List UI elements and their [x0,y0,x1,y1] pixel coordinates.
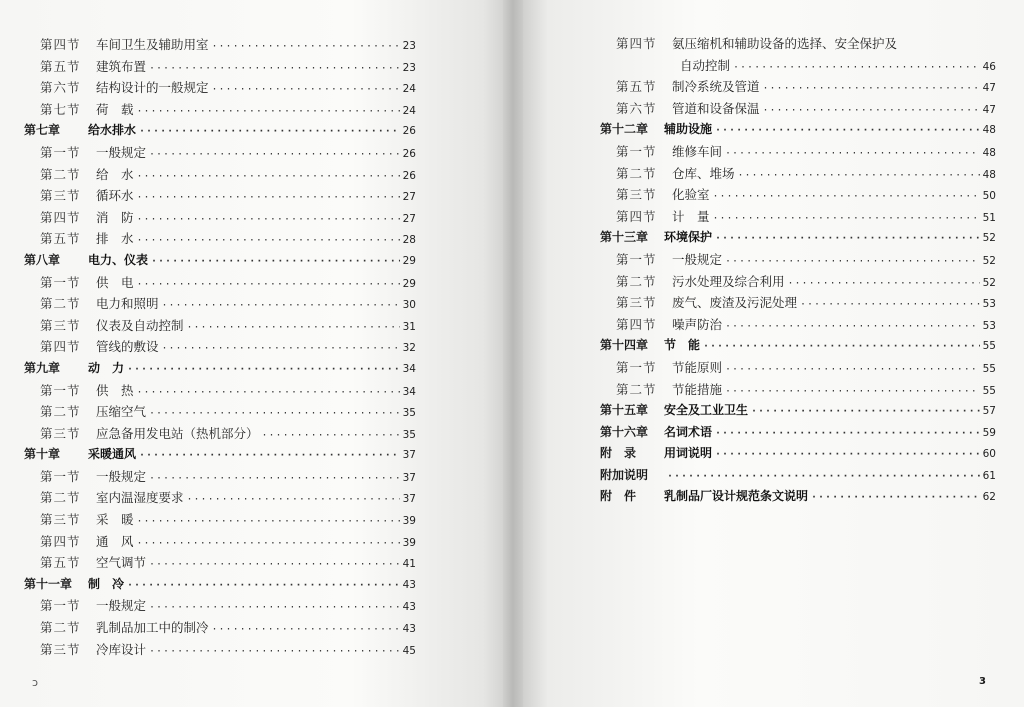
toc-section-entry[interactable] [24,77,416,99]
dot-leader [162,338,400,360]
dot-leader [137,209,400,231]
entry-page-number: 62 [982,491,996,504]
toc-section-entry[interactable] [600,76,996,98]
entry-page-number: 55 [982,362,996,375]
entry-number: 第二节 [40,490,81,506]
entry-title: 辅助设施 [664,122,713,137]
entry-page-number: 43 [402,601,416,614]
entry-number: 第二节 [40,620,81,636]
toc-section-entry[interactable] [24,380,416,402]
entry-number: 第三节 [616,295,657,311]
entry-title: 通 风 [96,533,134,549]
dot-leader [149,468,400,490]
dot-leader [137,274,400,296]
entry-title: 一般规定 [96,468,147,484]
page-number: 3 [979,676,986,687]
toc-section-entry[interactable] [24,293,416,315]
dot-leader [151,251,400,273]
entry-title: 仪表及自动控制 [96,317,184,333]
dot-leader [715,423,980,445]
dot-leader [788,273,980,295]
toc-section-entry[interactable] [600,98,996,120]
entry-title: 电力、仪表 [88,252,149,267]
entry-page-number: 29 [402,254,416,267]
toc-section-entry[interactable] [600,271,996,293]
toc-section-entry[interactable] [600,33,996,55]
entry-title: 化验室 [672,187,710,203]
entry-number: 第一节 [40,598,81,614]
toc-chapter-entry[interactable] [600,443,996,465]
dot-leader [733,57,980,79]
toc-section-entry[interactable] [24,99,416,121]
dot-leader [751,401,980,423]
entry-number: 第八章 [24,252,61,267]
entry-number: 第十四章 [600,338,649,353]
dot-leader [139,121,400,143]
entry-page-number: 59 [982,426,996,439]
toc-chapter-entry[interactable] [24,444,416,466]
corner-mark: ɔ [32,676,39,689]
dot-leader [811,487,980,509]
entry-page-number: 35 [402,428,416,441]
entry-number: 第五节 [616,79,657,95]
entry-page-number: 52 [982,276,996,289]
entry-page-number: 61 [982,469,996,482]
entry-page-number: 52 [982,232,996,245]
toc-section-entry[interactable] [600,249,996,271]
dot-leader [187,317,400,339]
entry-title: 应急备用发电站（热机部分） [96,425,259,441]
dot-leader [149,597,400,619]
toc-section-entry[interactable] [24,164,416,186]
entry-page-number: 34 [402,362,416,375]
entry-title: 维修车间 [672,143,723,159]
dot-leader [713,186,980,208]
entry-page-number: 51 [982,211,996,224]
entry-number: 第四节 [40,37,81,52]
entry-title: 动 力 [88,360,125,375]
left-page [0,0,503,707]
dot-leader [149,58,400,80]
entry-number: 第十六章 [600,424,649,439]
entry-title: 环境保护 [664,230,713,245]
entry-title: 采暖通风 [88,447,137,462]
toc-section-entry[interactable] [600,163,996,185]
entry-title: 冷库设计 [96,641,147,657]
entry-page-number: 43 [402,623,416,636]
entry-number: 第七节 [40,101,81,117]
entry-title: 给水排水 [88,123,137,138]
dot-leader [149,554,400,576]
entry-title: 噪声防治 [672,316,723,332]
entry-title: 车间卫生及辅助用室 [96,37,209,52]
entry-title: 乳制品厂设计规范条文说明 [664,489,809,504]
entry-page-number: 37 [402,471,416,484]
dot-leader [800,294,980,316]
toc-section-entry[interactable] [600,314,996,336]
entry-number: 第四节 [40,533,81,549]
entry-title: 制冷系统及管道 [672,79,760,95]
toc-chapter-entry[interactable] [600,119,996,141]
entry-number: 第一节 [616,359,657,375]
dot-leader [137,382,400,404]
toc-section-entry[interactable] [24,423,416,445]
toc-section-entry[interactable] [24,466,416,488]
dot-leader [137,187,400,209]
entry-number: 第三节 [40,188,81,204]
entry-title: 节 能 [664,338,701,353]
entry-title: 消 防 [96,209,134,225]
entry-number: 第一节 [40,468,81,484]
entry-page-number: 29 [402,277,416,290]
toc-section-entry[interactable] [24,34,416,56]
entry-title: 室内温湿度要求 [96,490,184,506]
toc-section-entry[interactable] [24,272,416,294]
entry-number: 第一节 [616,251,657,267]
entry-title: 一般规定 [96,598,147,614]
entry-page-number: 26 [402,169,416,182]
toc-section-entry[interactable] [24,56,416,78]
entry-number: 第六节 [40,80,81,96]
entry-page-number: 30 [402,299,416,312]
entry-page-number: 28 [402,234,416,247]
dot-leader [212,79,400,101]
entry-page-number: 26 [402,125,416,138]
entry-page-number: 41 [402,558,416,571]
entry-number: 第五节 [40,231,81,247]
entry-number: 第二节 [616,381,657,397]
entry-title: 管线的敷设 [96,339,159,355]
dot-leader [137,511,400,533]
dot-leader [763,100,980,122]
entry-title: 节能措施 [672,381,723,397]
entry-page-number: 60 [982,448,996,461]
toc-chapter-entry[interactable] [600,422,996,444]
toc-chapter-entry[interactable] [600,227,996,249]
toc-chapter-entry[interactable] [24,120,416,142]
dot-leader [763,78,980,100]
entry-title: 给 水 [96,166,134,182]
dot-leader [262,425,400,447]
entry-title: 污水处理及综合利用 [672,273,785,289]
entry-title: 一般规定 [96,144,147,160]
entry-page-number: 37 [402,493,416,506]
dot-leader [137,230,400,252]
dot-leader [149,144,400,166]
entry-page-number: 32 [402,342,416,355]
toc-section-entry[interactable] [24,401,416,423]
toc-section-entry[interactable] [24,509,416,531]
entry-number: 第五节 [40,555,81,571]
entry-page-number: 37 [402,449,416,462]
entry-page-number: 39 [402,536,416,549]
entry-number: 第一节 [40,274,81,290]
dot-leader [725,143,980,165]
entry-number: 附加说明 [600,467,649,482]
toc-section-entry[interactable] [24,336,416,358]
toc-section-entry[interactable] [24,595,416,617]
entry-page-number: 34 [402,385,416,398]
entry-title: 结构设计的一般规定 [96,80,209,96]
dot-leader [715,228,980,250]
entry-page-number: 48 [982,168,996,181]
dot-leader [725,381,980,403]
entry-number: 第六节 [616,100,657,116]
right-toc-list [600,33,996,508]
entry-number: 第一节 [40,382,81,398]
entry-number: 第三节 [40,641,81,657]
entry-number: 第四节 [616,208,657,224]
entry-number: 第二节 [40,296,81,312]
entry-page-number: 27 [402,212,416,225]
entry-number: 第二节 [616,273,657,289]
toc-section-entry[interactable] [24,142,416,164]
dot-leader [212,36,400,58]
dot-leader [703,336,980,358]
entry-page-number: 52 [982,254,996,267]
entry-number: 第十一章 [24,576,73,591]
entry-title: 一般规定 [672,251,723,267]
entry-title: 用词说明 [664,446,713,461]
entry-page-number: 46 [982,60,996,73]
toc-chapter-entry[interactable] [600,335,996,357]
entry-title: 计 量 [672,208,710,224]
entry-page-number: 47 [982,103,996,116]
entry-number: 附 录 [600,446,637,461]
entry-page-number: 23 [402,40,416,52]
entry-number: 第三节 [40,425,81,441]
entry-number: 第一节 [40,144,81,160]
toc-section-entry[interactable] [24,185,416,207]
toc-chapter-entry[interactable] [600,400,996,422]
entry-number: 第十五章 [600,403,649,418]
dot-leader [713,208,980,230]
toc-section-entry[interactable] [24,531,416,553]
entry-page-number: 35 [402,407,416,420]
entry-number: 第十三章 [600,230,649,245]
entry-title: 供 热 [96,382,134,398]
entry-title: 建筑布置 [96,58,147,74]
entry-title: 制 冷 [88,576,125,591]
toc-chapter-entry[interactable] [24,250,416,272]
book-gutter [503,0,523,707]
entry-page-number: 43 [402,578,416,591]
entry-page-number: 48 [982,146,996,159]
toc-section-entry[interactable] [24,228,416,250]
entry-title: 仓库、堆场 [672,165,735,181]
entry-page-number: 57 [982,405,996,418]
entry-title: 荷 载 [96,101,134,117]
dot-leader [715,444,980,466]
dot-leader [137,101,400,123]
entry-title: 压缩空气 [96,404,147,420]
entry-title: 管道和设备保温 [672,100,760,116]
dot-leader [667,466,980,488]
entry-title: 乳制品加工中的制冷 [96,620,209,636]
toc-section-entry[interactable] [600,379,996,401]
entry-page-number: 55 [982,340,996,353]
entry-title: 节能原则 [672,359,723,375]
entry-page-number: 55 [982,384,996,397]
dot-leader [127,359,400,381]
toc-section-entry[interactable] [600,55,996,77]
toc-section-entry[interactable] [24,207,416,229]
entry-page-number: 26 [402,147,416,160]
entry-page-number: 39 [402,515,416,528]
toc-section-entry[interactable] [600,184,996,206]
toc-chapter-entry[interactable] [600,465,996,487]
entry-title: 废气、废渣及污泥处理 [672,295,798,311]
toc-section-entry[interactable] [24,639,416,661]
dot-leader [149,641,400,663]
entry-number: 第七章 [24,123,61,138]
entry-page-number: 53 [982,298,996,311]
entry-number: 附 件 [600,489,637,504]
entry-title: 自动控制 [680,57,731,73]
entry-number: 第四节 [40,209,81,225]
entry-title: 循环水 [96,188,134,204]
entry-page-number: 23 [402,61,416,74]
entry-page-number: 24 [402,104,416,117]
toc-section-entry[interactable] [600,141,996,163]
dot-leader [137,166,400,188]
entry-page-number: 27 [402,191,416,204]
dot-leader [725,316,980,338]
dot-leader [127,575,400,597]
dot-leader [137,533,400,555]
entry-number: 第二节 [40,404,81,420]
dot-leader [725,251,980,273]
entry-title: 供 电 [96,274,134,290]
entry-number: 第二节 [616,165,657,181]
toc-chapter-entry[interactable] [24,574,416,596]
entry-page-number: 53 [982,319,996,332]
toc-section-entry[interactable] [600,292,996,314]
entry-number: 第二节 [40,166,81,182]
entry-number: 第三节 [616,187,657,203]
entry-number: 第三节 [40,317,81,333]
dot-leader [738,165,980,187]
toc-section-entry[interactable] [24,552,416,574]
entry-title: 名词术语 [664,424,713,439]
entry-page-number: 24 [402,83,416,96]
entry-number: 第四节 [616,36,657,51]
entry-number: 第四节 [616,316,657,332]
entry-page-number: 47 [982,82,996,95]
toc-section-entry[interactable] [600,357,996,379]
dot-leader [212,619,400,641]
toc-section-entry[interactable] [600,206,996,228]
entry-number: 第十章 [24,447,61,462]
entry-title: 氨压缩机和辅助设备的选择、安全保护及 [672,36,898,51]
dot-leader [149,403,400,425]
right-page [523,0,1024,707]
dot-leader [725,359,980,381]
dot-leader [162,295,400,317]
entry-title: 电力和照明 [96,296,159,312]
dot-leader [139,445,400,467]
dot-leader [187,489,400,511]
toc-section-entry[interactable] [24,315,416,337]
toc-section-entry[interactable] [24,487,416,509]
toc-chapter-entry[interactable] [600,486,996,508]
dot-leader [715,120,980,142]
entry-page-number: 31 [402,320,416,333]
entry-page-number: 48 [982,124,996,137]
toc-section-entry[interactable] [24,617,416,639]
entry-title: 安全及工业卫生 [664,403,749,418]
entry-number: 第三节 [40,512,81,528]
entry-number: 第十二章 [600,122,649,137]
entry-title: 排 水 [96,231,134,247]
left-toc-list [24,34,416,660]
entry-number: 第九章 [24,360,61,375]
entry-page-number: 45 [402,644,416,657]
entry-title: 空气调节 [96,555,147,571]
entry-number: 第五节 [40,58,81,74]
entry-page-number: 50 [982,190,996,203]
entry-number: 第四节 [40,339,81,355]
toc-chapter-entry[interactable] [24,358,416,380]
entry-number: 第一节 [616,143,657,159]
entry-title: 采 暖 [96,512,134,528]
